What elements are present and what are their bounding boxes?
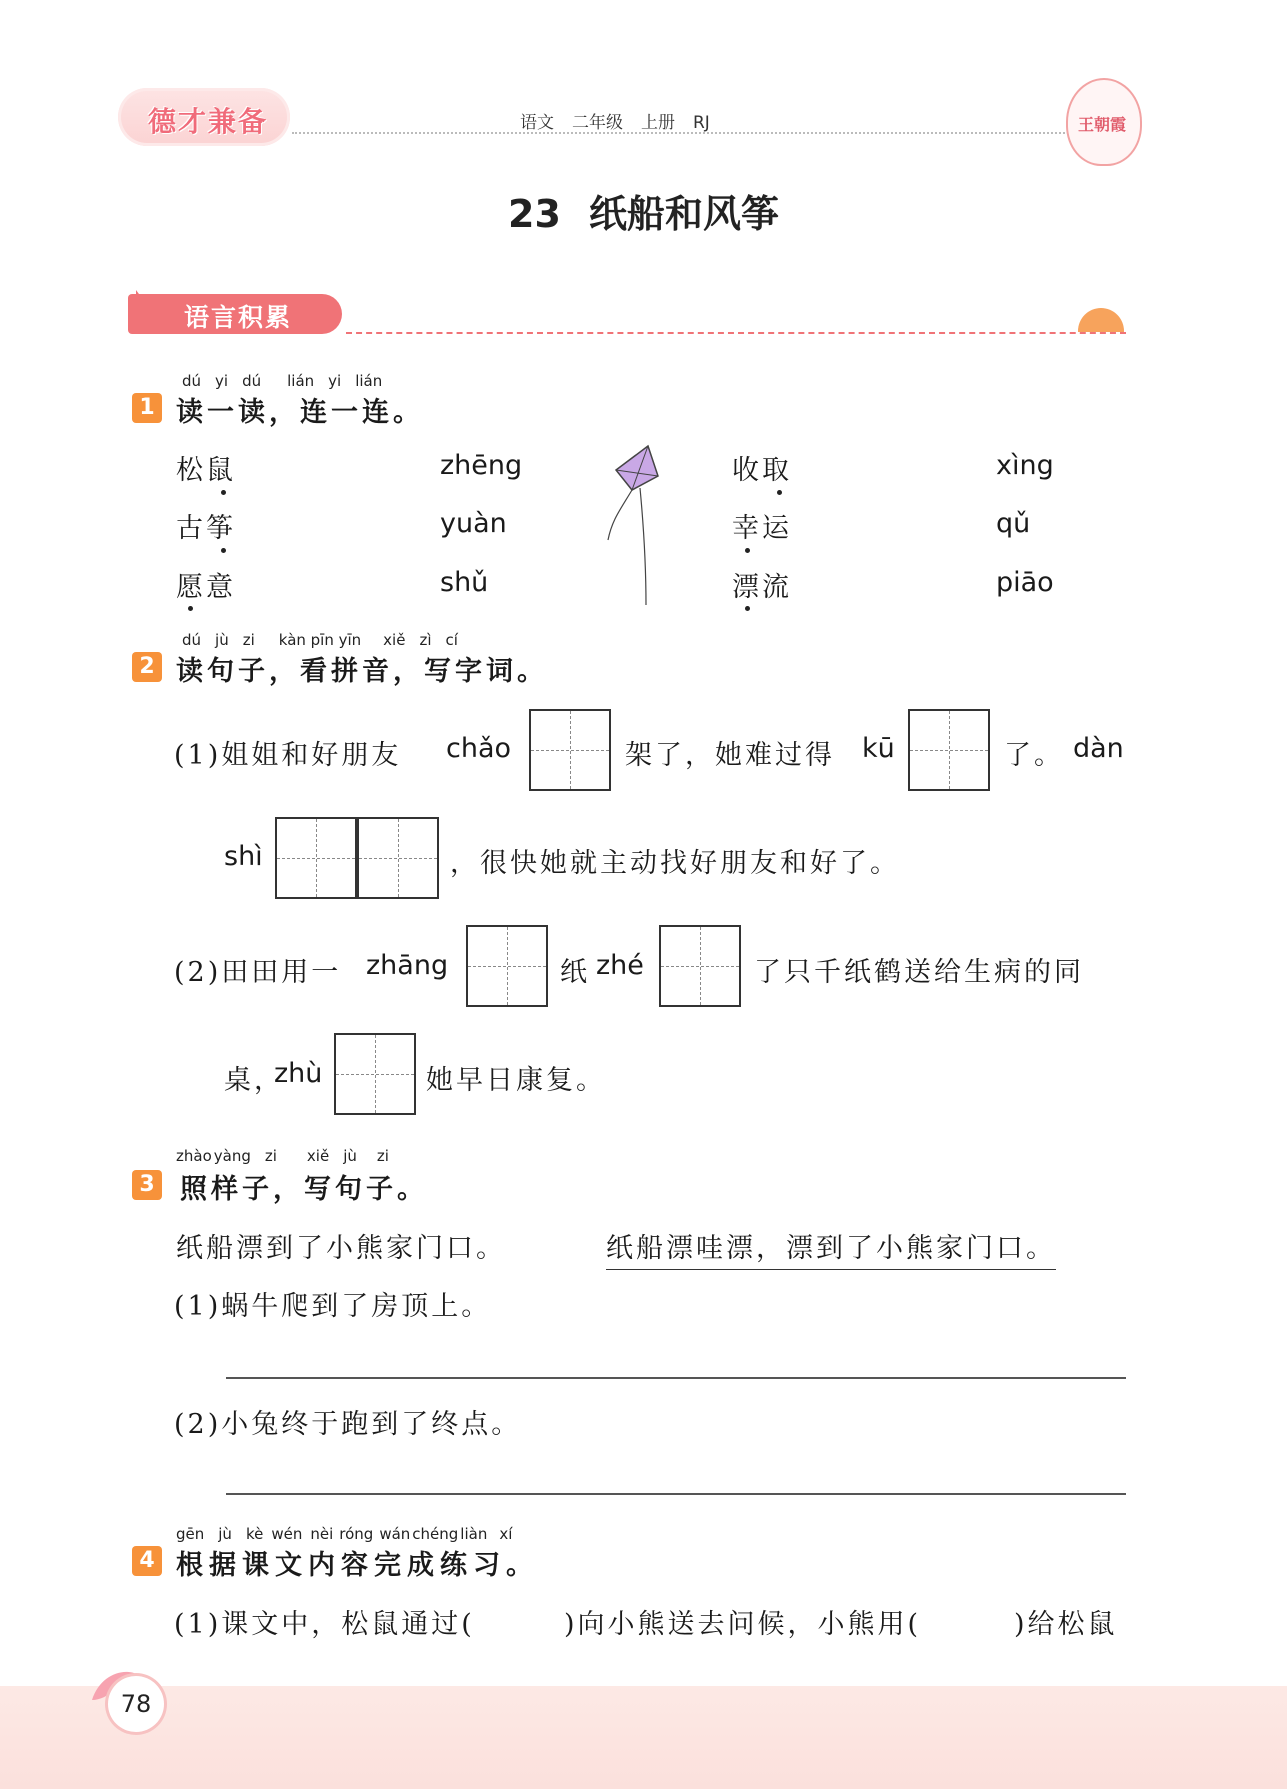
emphasis-dot — [221, 490, 226, 495]
q3-example-question: 纸船漂到了小熊家门口。 — [176, 1233, 506, 1264]
q1-word-right-2: 幸运 — [732, 513, 792, 544]
writing-grid[interactable] — [659, 925, 741, 1007]
kite-icon — [600, 440, 660, 610]
q4-title: 根据课文内容完成练习。 — [176, 1550, 539, 1581]
q2-number: 2 — [132, 652, 162, 682]
q1-pinyin-left-1: zhēng — [440, 450, 523, 481]
edition: RJ — [693, 113, 710, 133]
brand-logo: 德才兼备 — [148, 105, 269, 138]
q2-s1-text-d: ，很快她就主动找好朋友和好了。 — [450, 848, 900, 879]
q2-s1-pinyin-4: shì — [224, 841, 263, 872]
emphasis-dot — [188, 606, 193, 611]
q1-pinyin-right-2: qǔ — [996, 508, 1031, 539]
q4-number: 4 — [132, 1546, 162, 1576]
q1-title: 读一读，连一连。 — [176, 397, 424, 428]
q2-s2-pinyin-2: zhé — [596, 950, 644, 981]
q2-s1-text-c: 了。 — [1004, 740, 1064, 771]
q3-title: 照样子，写句子。 — [180, 1174, 428, 1205]
writing-grid[interactable] — [357, 817, 439, 899]
page-number: 78 — [120, 1690, 152, 1718]
q3-number: 3 — [132, 1170, 162, 1200]
q1-word-right-3: 漂流 — [732, 572, 792, 603]
sunset-icon — [1078, 308, 1124, 332]
header-divider — [292, 132, 1136, 134]
grade: 二年级 — [572, 113, 623, 133]
q1-word-right-1: 收取 — [732, 455, 792, 486]
q4-item-1-a: (1)课文中，松鼠通过( — [174, 1609, 475, 1640]
section-label: 语言积累 — [184, 303, 293, 332]
emphasis-dot — [777, 490, 782, 495]
subject: 语文 — [520, 113, 554, 133]
lesson-title: 纸船和风筝 — [588, 192, 779, 236]
q2-s1-pinyin-1: chǎo — [446, 733, 512, 764]
q4-item-1-c: )给松鼠 — [1014, 1609, 1118, 1640]
q2-s2-text-d: 桌， — [224, 1065, 284, 1096]
page-title — [0, 183, 1287, 238]
writing-grid[interactable] — [908, 709, 990, 791]
writing-grid[interactable] — [334, 1033, 416, 1115]
q1-pinyin-right-1: xìng — [996, 450, 1054, 481]
lesson-number: 23 — [508, 192, 561, 236]
q1-pinyin-left-2: yuàn — [440, 508, 507, 539]
q2-s1-pinyin-2: kū — [862, 733, 895, 764]
footer-band — [0, 1686, 1287, 1789]
q1-pinyin-left-3: shǔ — [440, 567, 489, 598]
emphasis-dot — [221, 548, 226, 553]
answer-line[interactable] — [226, 1493, 1126, 1495]
q2-title: 读句子，看拼音，写字词。 — [176, 656, 548, 687]
writing-grid[interactable] — [275, 817, 357, 899]
q3-item-2: (2)小兔终于跑到了终点。 — [174, 1409, 522, 1440]
subject-line — [520, 108, 728, 133]
section-divider — [346, 332, 1126, 334]
q2-s1-text-b: 架了，她难过得 — [625, 740, 835, 771]
q4-item-1-b: )向小熊送去问候，小熊用( — [564, 1609, 922, 1640]
emphasis-dot — [745, 606, 750, 611]
q4-pinyin: gēn jù kè wén nèi róng wán chéng liàn xí — [176, 1525, 513, 1543]
q2-pinyin: dú jù zi kàn pīn yīn xiě zì cí — [182, 631, 458, 649]
emphasis-dot — [745, 548, 750, 553]
volume: 上册 — [641, 113, 675, 133]
q2-s1-text-a: (1)姐姐和好朋友 — [174, 740, 402, 771]
q1-pinyin-right-3: piāo — [996, 567, 1054, 598]
q3-item-1: (1)蜗牛爬到了房顶上。 — [174, 1291, 492, 1322]
q2-s2-pinyin-1: zhāng — [366, 950, 449, 981]
q1-word-left-3: 愿意 — [176, 572, 236, 603]
q2-s2-text-b: 纸 — [560, 957, 590, 988]
q1-number: 1 — [132, 393, 162, 423]
q3-pinyin: zhào yàng zi xiě jù zi — [176, 1147, 389, 1165]
q2-s2-text-e: 她早日康复。 — [426, 1065, 606, 1096]
answer-line[interactable] — [226, 1377, 1126, 1379]
q2-s2-text-a: (2)田田用一 — [174, 957, 342, 988]
q2-s2-text-c: 了只千纸鹤送给生病的同 — [754, 957, 1084, 988]
q1-pinyin: dú yi dú lián yi lián — [182, 372, 383, 390]
q2-s1-pinyin-3: dàn — [1073, 733, 1124, 764]
q1-word-left-2: 古筝 — [176, 513, 236, 544]
q3-example-answer: 纸船漂哇漂，漂到了小熊家门口。 — [606, 1226, 1056, 1270]
q1-word-left-1: 松鼠 — [176, 455, 236, 486]
writing-grid[interactable] — [529, 709, 611, 791]
writing-grid[interactable] — [466, 925, 548, 1007]
seal-text: 王朝霞 — [1078, 115, 1127, 134]
q2-s2-pinyin-3: zhù — [274, 1058, 323, 1089]
